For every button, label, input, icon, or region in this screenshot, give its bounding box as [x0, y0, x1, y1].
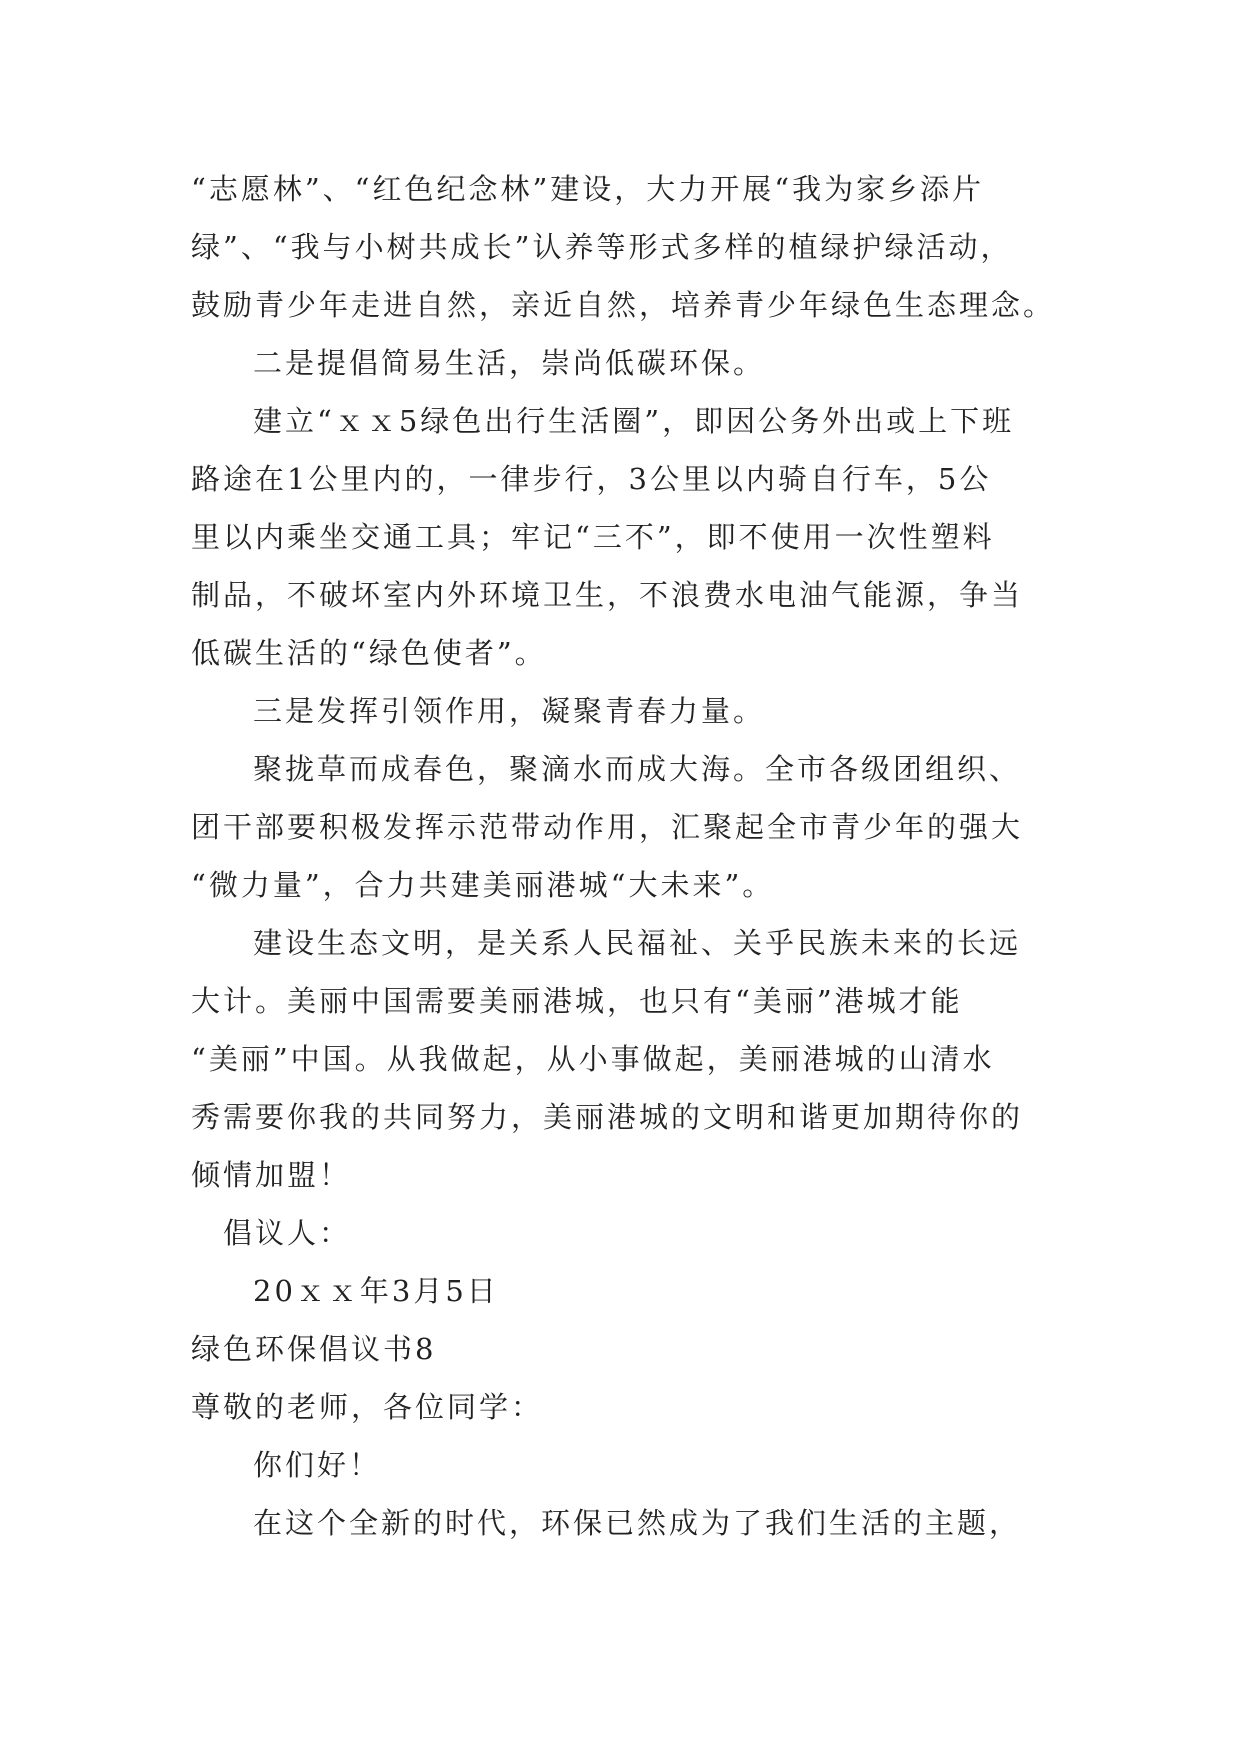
text-line: 大计。美丽中国需要美丽港城，也只有“美丽”港城才能: [191, 984, 963, 1018]
salutation: 尊敬的老师，各位同学：: [191, 1390, 544, 1424]
text-line: 路途在1公里内的，一律步行，3公里以内骑自行车，5公: [191, 462, 992, 496]
text-line: “美丽”中国。从我做起，从小事做起，美丽港城的山清水: [191, 1042, 995, 1076]
section-heading-2: 二是提倡简易生活，崇尚低碳环保。: [253, 346, 766, 380]
text-line: 聚拢草而成春色，聚滴水而成大海。全市各级团组织、: [253, 752, 1022, 786]
text-line: 在这个全新的时代，环保已然成为了我们生活的主题，: [253, 1506, 1022, 1540]
text-line: “微力量”，合力共建美丽港城“大未来”。: [191, 868, 775, 902]
text-line: 鼓励青少年走进自然，亲近自然，培养青少年绿色生态理念。: [191, 288, 1056, 322]
greeting: 你们好！: [253, 1448, 382, 1482]
text-line: 团干部要积极发挥示范带动作用，汇聚起全市青少年的强大: [191, 810, 1024, 844]
text-line: 秀需要你我的共同努力，美丽港城的文明和谐更加期待你的: [191, 1100, 1024, 1134]
date-line: 20ｘｘ年3月5日: [253, 1274, 499, 1308]
text-line: 建立“ｘｘ5绿色出行生活圈”，即因公务外出或上下班: [253, 404, 1015, 438]
document-body: [191, 160, 1071, 1552]
section-heading-3: 三是发挥引领作用，凝聚青春力量。: [253, 694, 766, 728]
text-line: 绿”、“我与小树共成长”认养等形式多样的植绿护绿活动，: [191, 230, 1013, 264]
text-line: 建设生态文明，是关系人民福祉、关乎民族未来的长远: [253, 926, 1022, 960]
text-line: 倾情加盟！: [191, 1158, 352, 1192]
text-line: “志愿林”、“红色纪念林”建设，大力开展“我为家乡添片: [191, 172, 985, 206]
document-title: 绿色环保倡议书8: [191, 1332, 437, 1366]
proposer-label: 倡议人：: [223, 1216, 352, 1250]
text-line: 低碳生活的“绿色使者”。: [191, 636, 547, 670]
text-line: 里以内乘坐交通工具；牢记“三不”，即不使用一次性塑料: [191, 520, 995, 554]
text-line: 制品，不破坏室内外环境卫生，不浪费水电油气能源，争当: [191, 578, 1024, 612]
